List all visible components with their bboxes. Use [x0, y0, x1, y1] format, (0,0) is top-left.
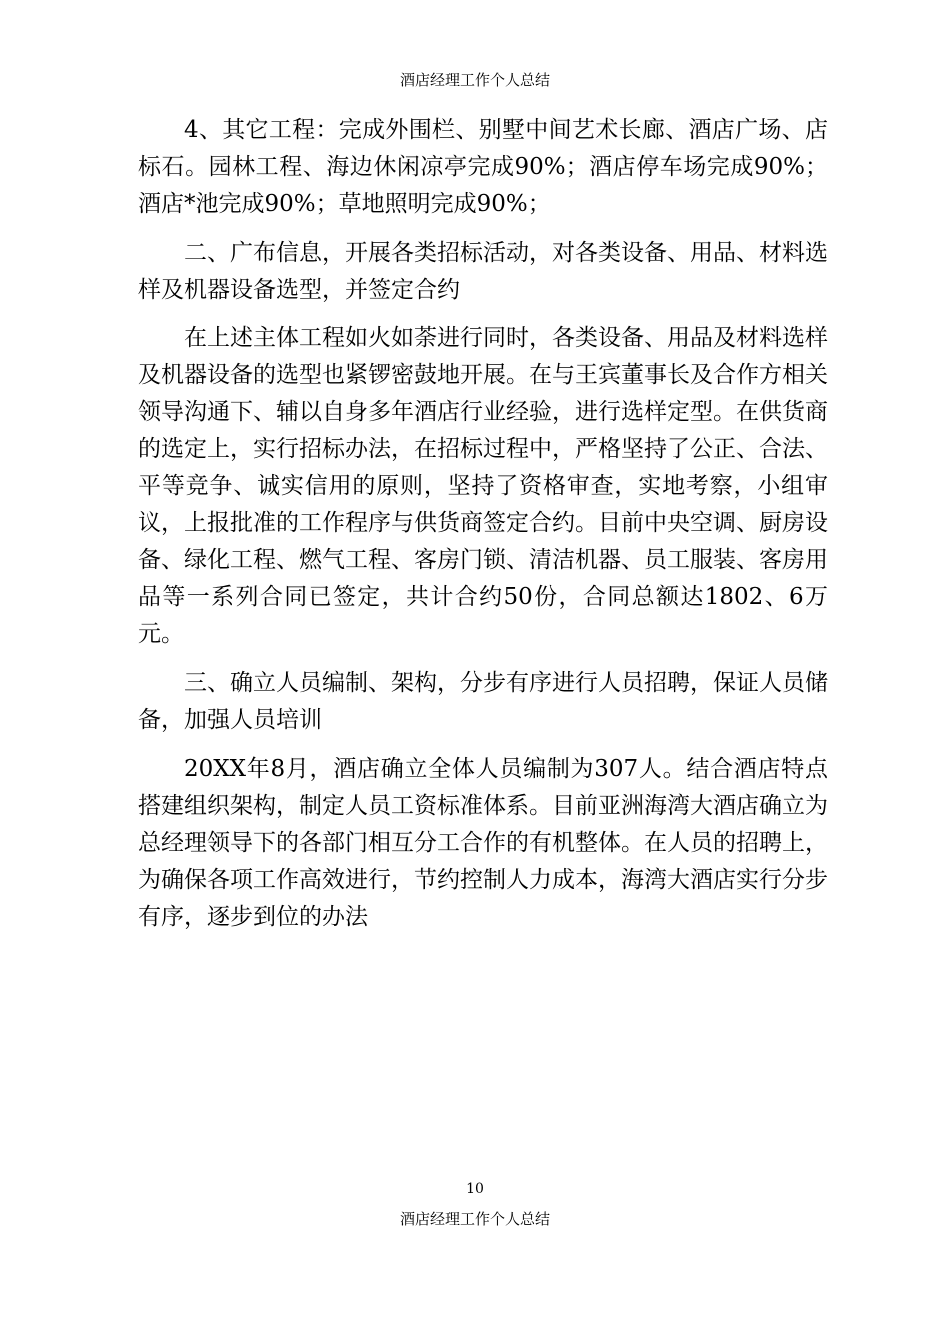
paragraph-staffing: 20XX年8月，酒店确立全体人员编制为307人。结合酒店特点搭建组织架构，制定人员工资标准体系。目前亚洲海湾大酒店确立为总经理领导下的各部门相互分工合作的有机整体。在人员的招聘上，为确保各项工作高效进行，节约控制人力成本，海湾大酒店实行分步有序，逐步到位的办法 — [138, 755, 828, 930]
paragraph-bidding: 在上述主体工程如火如荼进行同时，各类设备、用品及材料选样及机器设备的选型也紧锣密鼓地开展。在与王宾董事长及合作方相关领导沟通下、辅以自身多年酒店行业经验，进行选样定型。在供货商的选定上，实行招标办法，在招标过程中，严格坚持了公正、合法、平等竞争、诚实信用的原则，坚持了资格审查，实地考察，小组审议，上报批准的工作程序与供货商签定合约。目前中央空调、厨房设备、绿化工程、燃气工程、客房门锁、清洁机器、员工服装、客房用品等一系列合同已签定，共计合约50份，合同总额达1802、6万元。 — [138, 325, 828, 648]
document-body — [138, 112, 828, 947]
section-heading-staffing: 三、确立人员编制、架构，分步有序进行人员招聘，保证人员储备，加强人员培训 — [138, 670, 828, 734]
next-page-header: 酒店经理工作个人总结 — [399, 1210, 550, 1228]
page-header: 酒店经理工作个人总结 — [399, 71, 550, 89]
section-heading-bidding: 二、广布信息，开展各类招标活动，对各类设备、用品、材料选样及机器设备选型，并签定合约 — [138, 239, 828, 303]
paragraph-other-projects: 4、其它工程：完成外围栏、别墅中间艺术长廊、酒店广场、店标石。园林工程、海边休闲凉亭完成90%；酒店停车场完成90%；酒店*池完成90%；草地照明完成90%； — [138, 117, 828, 217]
page-number: 10 — [466, 1181, 484, 1197]
